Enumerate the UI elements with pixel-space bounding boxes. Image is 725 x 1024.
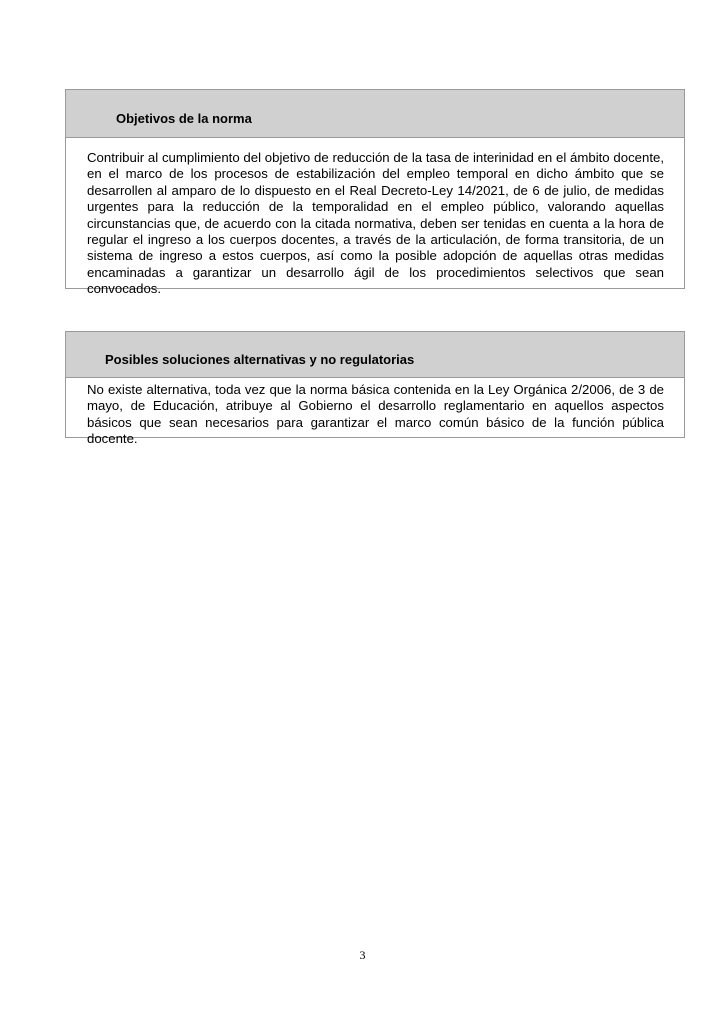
objectives-section-title: Objetivos de la norma [66, 90, 684, 138]
alternatives-section-title: Posibles soluciones alternativas y no regulatorias [66, 332, 684, 378]
objectives-section-body: Contribuir al cumplimiento del objetivo de reducción de la tasa de interinidad en el ámbito docente, en el marco de los procesos de estabilización del empleo temporal en dicho ámbito que se desarrollen al amparo de lo dispuesto en el Real Decreto-Ley 14/2021, de 6 de julio, de medidas urgentes para la reducción de la temporalidad en el empleo público, valorando aquellas circunstancias que, de acuerdo con la citada normativa, deben ser tenidas en cuenta a la hora de regular el ingreso a los cuerpos docentes, a través de la articulación, de forma transitoria, de un sistema de ingreso a estos cuerpos, así como la posible adopción de aquellas otras medidas encaminadas a garantizar un desarrollo ágil de los procedimientos selectivos que sean convocados. [87, 150, 664, 297]
alternatives-section-body: No existe alternativa, toda vez que la norma básica contenida en la Ley Orgánica 2/2006, de 3 de mayo, de Educación, atribuye al Gobierno el desarrollo reglamentario en aquellos aspectos básicos que sean necesarios para garantizar el marco común básico de la función pública docente. [87, 382, 664, 447]
page-number: 3 [359, 948, 366, 962]
alternatives-section [65, 331, 685, 447]
objectives-section [65, 89, 685, 297]
